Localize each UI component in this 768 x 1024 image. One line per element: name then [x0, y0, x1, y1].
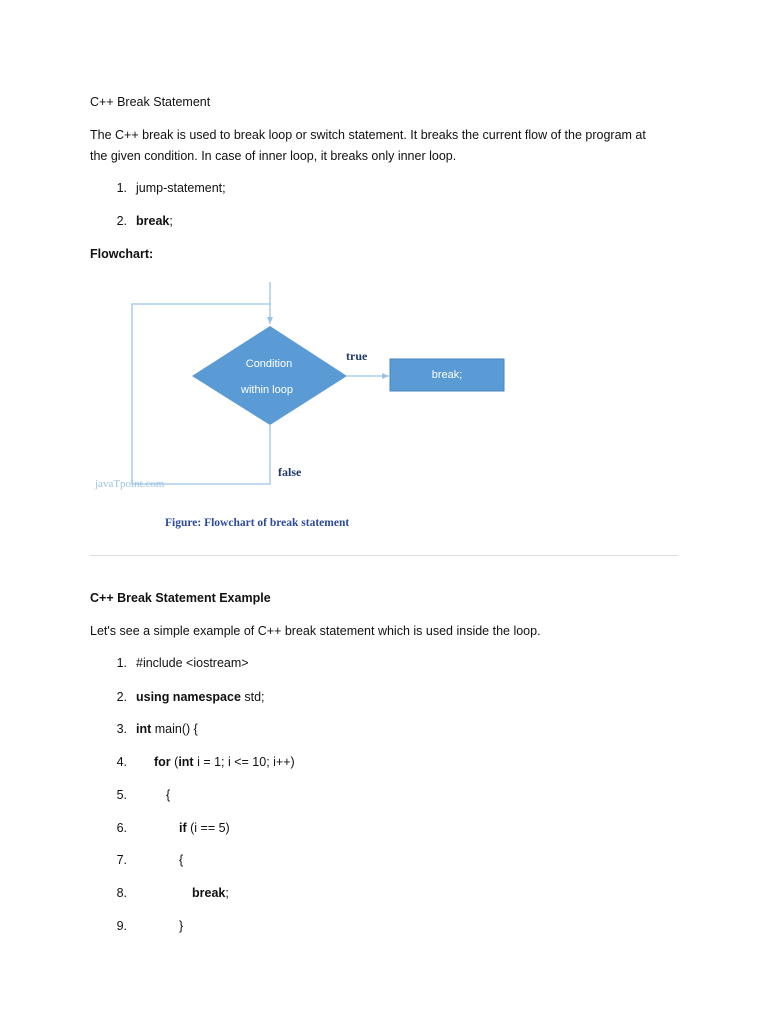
- list-number: 1.: [116, 181, 127, 195]
- line-number: 8.: [116, 886, 127, 900]
- syntax-text: [136, 213, 173, 229]
- code-token: std;: [240, 690, 265, 704]
- keyword: for: [154, 755, 171, 769]
- section-divider: [90, 555, 678, 556]
- code-text: [179, 918, 183, 934]
- line-number: 5.: [116, 788, 127, 802]
- condition-diamond: [192, 326, 347, 425]
- keyword: if: [179, 821, 187, 835]
- intro-paragraph-line-1: The C++ break is used to break loop or switch statement. It breaks the current flow of the program at: [90, 128, 646, 142]
- line-number: 1.: [116, 656, 127, 670]
- code-token: }: [179, 919, 184, 933]
- example-intro: Let's see a simple example of C++ break statement which is used inside the loop.: [90, 624, 541, 638]
- code-token: {: [166, 788, 171, 802]
- watermark: javaTpoint.com: [95, 478, 165, 490]
- keyword: break: [192, 886, 226, 900]
- code-token: {: [179, 853, 184, 867]
- code-token: (i == 5): [186, 821, 230, 835]
- list-number: 2.: [116, 214, 127, 228]
- line-number: 2.: [116, 690, 127, 704]
- code-token: ;: [225, 886, 229, 900]
- code-text: [179, 820, 230, 836]
- condition-label-line-1: Condition: [245, 358, 293, 370]
- code-token: (: [170, 755, 179, 769]
- code-token: i = 1; i <= 10; i++): [193, 755, 295, 769]
- code-text: [166, 787, 170, 803]
- line-number: 6.: [116, 821, 127, 835]
- flowchart-caption: Figure: Flowchart of break statement: [165, 517, 350, 529]
- example-heading: C++ Break Statement Example: [90, 591, 271, 605]
- keyword: break: [136, 214, 170, 228]
- code-token: main() {: [151, 722, 198, 736]
- code-token: #include <iostream>: [136, 656, 249, 670]
- section-title: C++ Break Statement: [90, 95, 211, 109]
- keyword: int: [178, 755, 194, 769]
- keyword: int: [136, 722, 152, 736]
- line-number: 7.: [116, 853, 127, 867]
- false-label: false: [278, 465, 302, 479]
- condition-label-line-2: within loop: [241, 384, 293, 396]
- code-text: [136, 721, 198, 737]
- line-number: 4.: [116, 755, 127, 769]
- code-text: [136, 689, 265, 705]
- break-statement-flowchart: [90, 275, 520, 540]
- break-box-label: break;: [431, 368, 463, 381]
- true-label: true: [346, 349, 368, 363]
- code-text: [154, 754, 295, 770]
- syntax-text: jump-statement;: [136, 181, 226, 195]
- intro-paragraph-line-2: the given condition. In case of inner loop, it breaks only inner loop.: [90, 149, 457, 163]
- flowchart-heading: Flowchart:: [90, 247, 154, 261]
- keyword: using namespace: [136, 690, 241, 704]
- syntax-suffix: ;: [169, 214, 173, 228]
- code-text: [179, 852, 183, 868]
- line-number: 3.: [116, 722, 127, 736]
- code-text: [192, 885, 229, 901]
- line-number: 9.: [116, 919, 127, 933]
- code-text: [136, 655, 249, 671]
